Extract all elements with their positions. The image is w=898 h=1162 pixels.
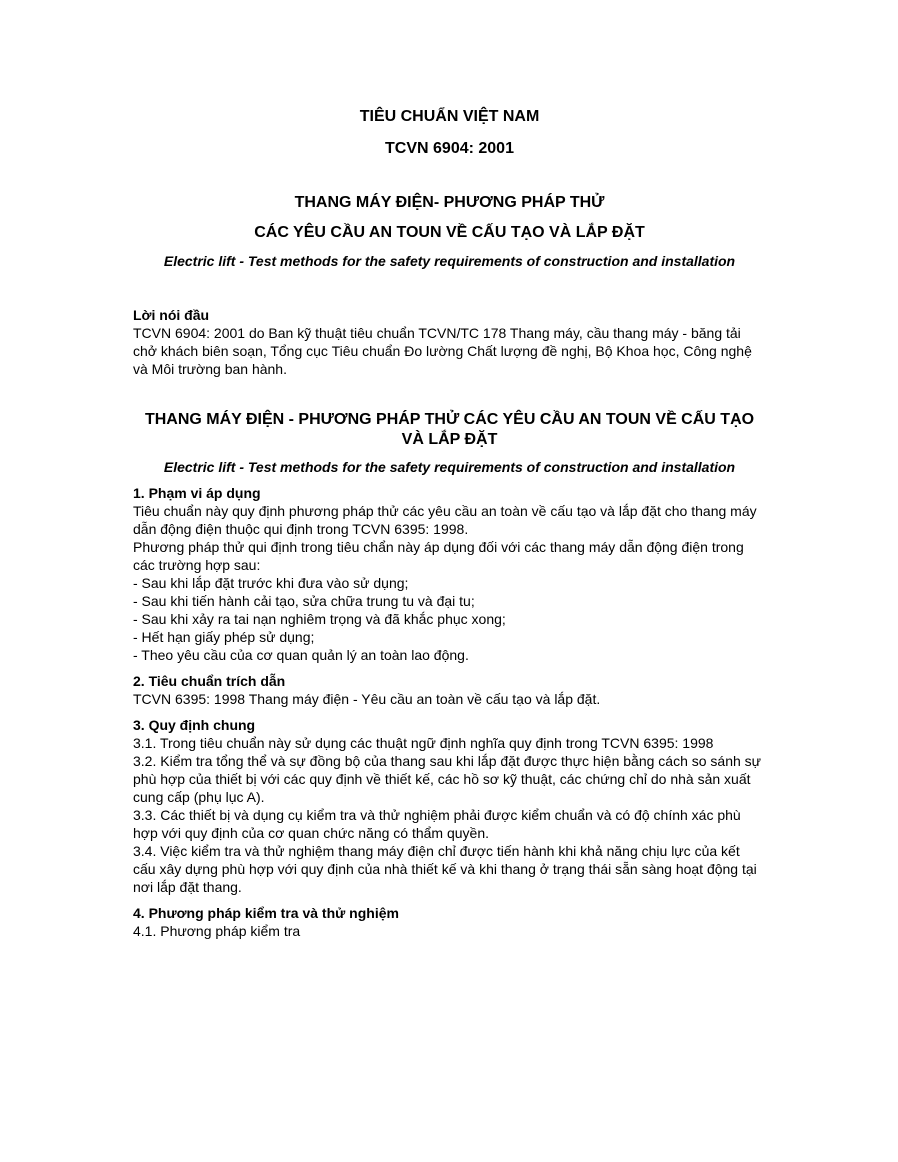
section-1-heading: 1. Phạm vi áp dụng bbox=[133, 485, 261, 501]
standard-title: TIÊU CHUẨN VIỆT NAM bbox=[359, 108, 540, 125]
main-title: THANG MÁY ĐIỆN - PHƯƠNG PHÁP THỬ CÁC YÊU CẦU AN TOUN VỀ CẤU TẠO VÀ LẮP ĐẶT bbox=[144, 411, 755, 448]
section-4-paragraph-1: 4.1. Phương pháp kiểm tra bbox=[133, 923, 301, 939]
main-english-title: Electric lift - Test methods for the safety requirements of construction and installation bbox=[163, 459, 736, 475]
foreword-text: TCVN 6904: 2001 do Ban kỹ thuật tiêu chuẩn TCVN/TC 178 Thang máy, cầu thang máy - băng tải chở khách biên soạn, Tổng cục Tiêu chuẩn Đo lường Chất lượng đề nghị, Bộ Khoa học, Công nghệ và Môi trường ban hành. bbox=[133, 325, 752, 377]
standard-number: TCVN 6904: 2001 bbox=[385, 140, 514, 157]
section-3-paragraph-1: 3.1. Trong tiêu chuẩn này sử dụng các thuật ngữ định nghĩa quy định trong TCVN 6395: 1998 bbox=[133, 735, 714, 751]
list-item: - Sau khi tiến hành cải tạo, sửa chữa trung tu và đại tu; bbox=[133, 593, 475, 609]
list-item: - Sau khi xảy ra tai nạn nghiêm trọng và đã khắc phục xong; bbox=[133, 611, 506, 627]
section-4-heading: 4. Phương pháp kiểm tra và thử nghiệm bbox=[133, 905, 399, 921]
foreword-heading: Lời nói đầu bbox=[133, 307, 210, 323]
section-1-paragraph-1: Tiêu chuẩn này quy định phương pháp thử các yêu cầu an toàn về cấu tạo và lắp đặt cho thang máy dẫn động điện thuộc qui định trong TCVN 6395: 1998. bbox=[133, 503, 757, 537]
document-title-line2: CÁC YÊU CẦU AN TOUN VỀ CẤU TẠO VÀ LẮP ĐẶT bbox=[254, 224, 645, 241]
section-3-paragraph-4: 3.4. Việc kiểm tra và thử nghiệm thang máy điện chỉ được tiến hành khi khả năng chịu lực của kết cấu xây dựng phù hợp với quy định của nhà thiết kế và khi thang ở trạng thái sẵn sàng hoạt động tại nơi lắp đặt thang. bbox=[133, 843, 757, 895]
section-2-paragraph-1: TCVN 6395: 1998 Thang máy điện - Yêu cầu an toàn về cấu tạo và lắp đặt. bbox=[133, 691, 601, 707]
section-2-heading: 2. Tiêu chuẩn trích dẫn bbox=[133, 673, 286, 689]
english-title: Electric lift - Test methods for the safety requirements of construction and installation bbox=[163, 253, 736, 269]
list-item: - Hết hạn giấy phép sử dụng; bbox=[133, 629, 315, 645]
section-1-paragraph-2: Phương pháp thử qui định trong tiêu chẩn này áp dụng đối với các thang máy dẫn động điện trong các trường hợp sau: bbox=[133, 539, 744, 573]
document-title-line1: THANG MÁY ĐIỆN- PHƯƠNG PHÁP THỬ bbox=[294, 194, 605, 211]
list-item: - Sau khi lắp đặt trước khi đưa vào sử dụng; bbox=[133, 575, 409, 591]
section-3-paragraph-3: 3.3. Các thiết bị và dụng cụ kiểm tra và thử nghiệm phải được kiểm chuẩn và có độ chính xác phù hợp với quy định của cơ quan chức năng có thẩm quyền. bbox=[133, 807, 741, 841]
list-item: - Theo yêu cầu của cơ quan quản lý an toàn lao động. bbox=[133, 647, 469, 663]
section-3-paragraph-2: 3.2. Kiểm tra tổng thể và sự đồng bộ của thang sau khi lắp đặt được thực hiện bằng cách so sánh sự phù hợp của thiết bị với các quy định về thiết kế, các hồ sơ kỹ thuật, các chứng chỉ do nhà sản xuất cung cấp (phụ lục A). bbox=[133, 753, 762, 805]
section-3-heading: 3. Quy định chung bbox=[133, 717, 256, 733]
